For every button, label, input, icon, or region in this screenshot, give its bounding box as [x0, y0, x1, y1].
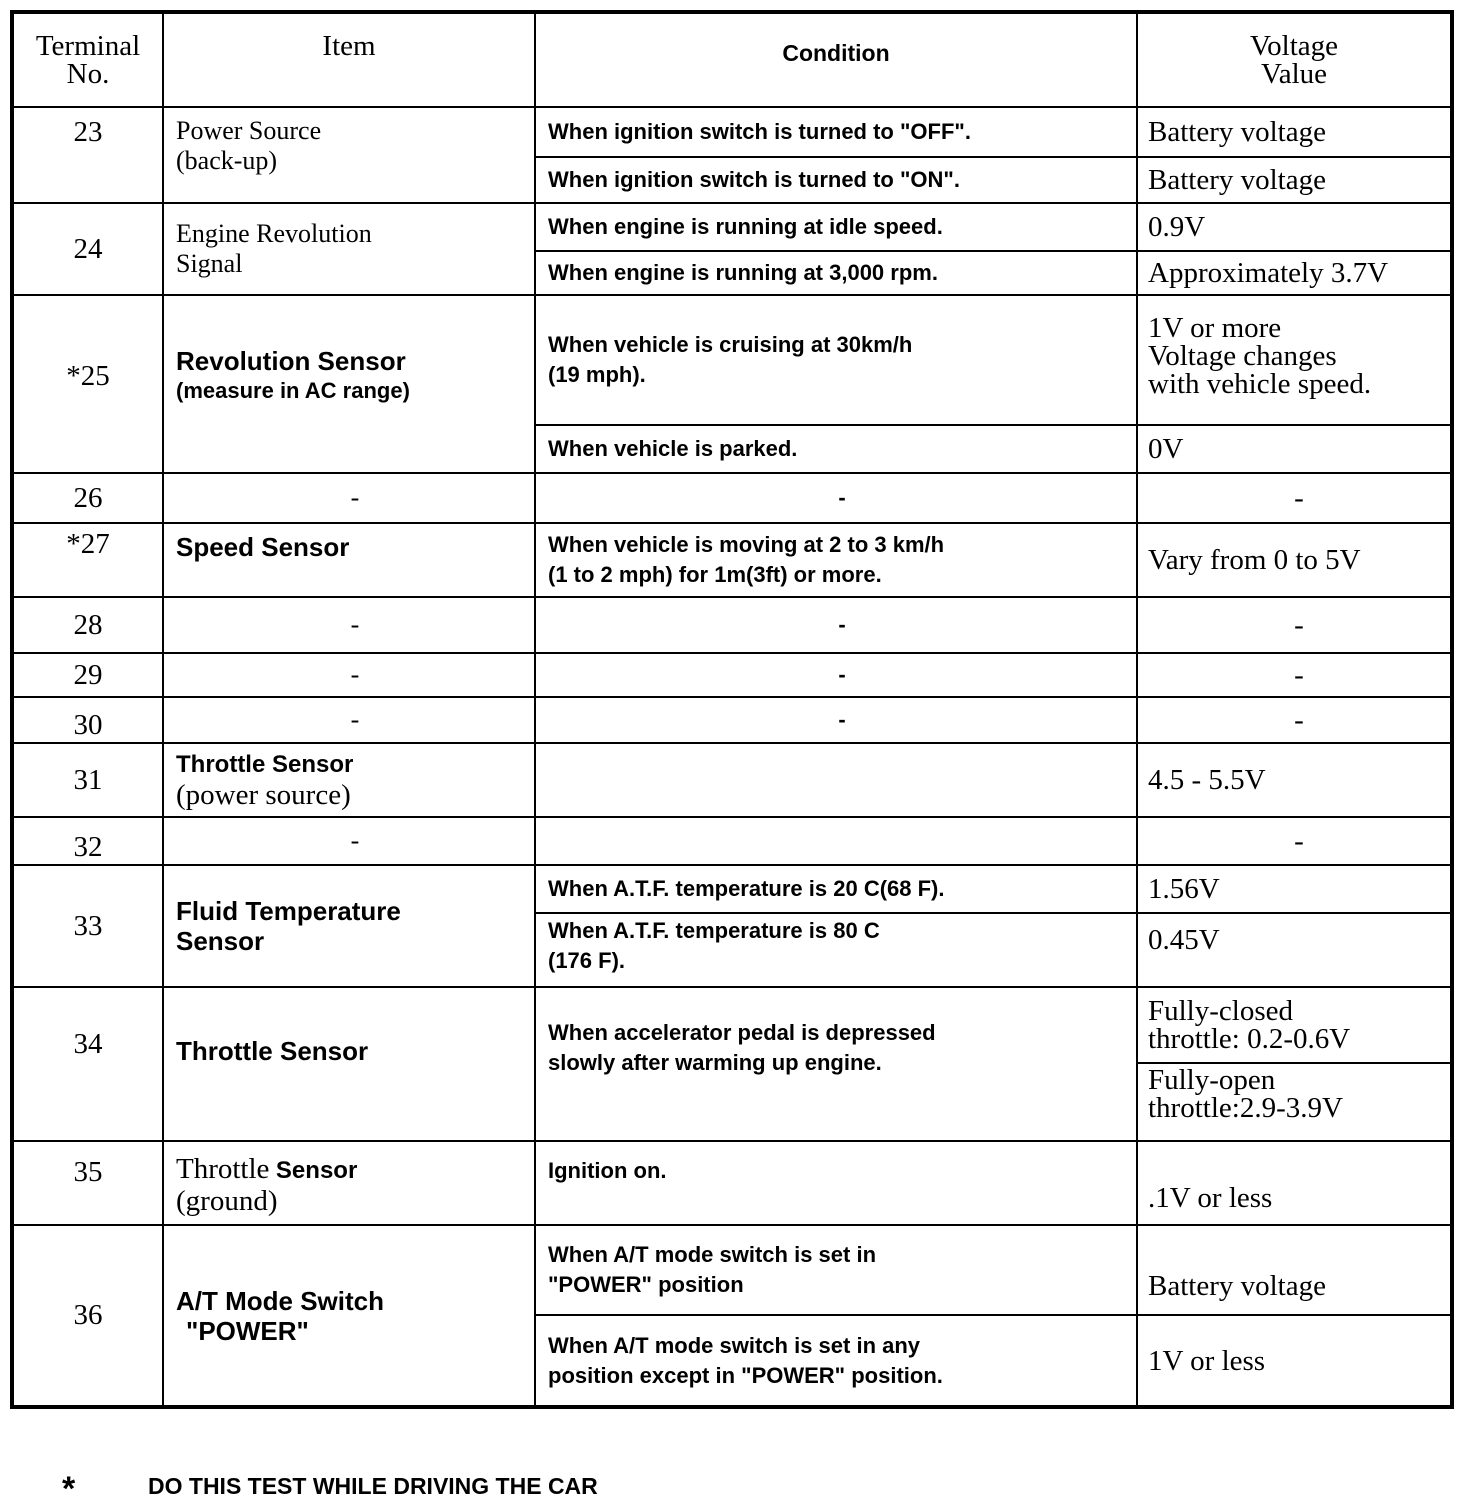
- table-row: [12, 697, 1452, 743]
- condition-cell: [535, 987, 1137, 1141]
- item-line: (ground): [176, 1185, 278, 1217]
- voltage-line: 1V or more: [1148, 312, 1282, 344]
- item-cell: [163, 1225, 535, 1407]
- item-cell: -: [163, 697, 535, 743]
- condition-cell: -: [535, 473, 1137, 523]
- header-item: Item: [163, 12, 535, 107]
- condition-cell: When engine is running at idle speed.: [535, 203, 1137, 251]
- terminal-number: 36: [12, 1225, 163, 1407]
- condition-line: slowly after warming up engine.: [548, 1050, 882, 1075]
- terminal-number: 31: [12, 743, 163, 817]
- voltage-line: throttle: 0.2-0.6V: [1148, 1023, 1351, 1055]
- voltage-cell: 1V or less: [1137, 1315, 1452, 1407]
- voltage-cell: 1.56V: [1137, 865, 1452, 913]
- header-terminal-line1: Terminal: [35, 30, 141, 62]
- voltage-cell: Approximately 3.7V: [1137, 251, 1452, 295]
- item-line: (measure in AC range): [176, 378, 410, 403]
- footnote: [62, 1470, 598, 1509]
- table-row: [12, 865, 1452, 913]
- voltage-cell: Battery voltage: [1137, 107, 1452, 157]
- item-line: Revolution Sensor: [176, 346, 406, 376]
- condition-line: (19 mph).: [548, 362, 646, 387]
- condition-cell: [535, 743, 1137, 817]
- condition-cell: -: [535, 597, 1137, 653]
- item-line: A/T Mode Switch: [176, 1285, 384, 1316]
- condition-cell: When ignition switch is turned to "ON".: [535, 157, 1137, 203]
- table-row: [12, 653, 1452, 697]
- item-line: Throttle Sensor: [176, 751, 354, 778]
- header-terminal-line2: No.: [66, 58, 110, 90]
- condition-cell: When vehicle is parked.: [535, 425, 1137, 473]
- item-cell: -: [163, 597, 535, 653]
- item-line: Engine Revolution: [176, 219, 372, 248]
- voltage-line: Fully-closed: [1148, 995, 1293, 1027]
- item-cell: [163, 743, 535, 817]
- voltage-cell: -: [1137, 817, 1452, 865]
- terminal-number: 34: [12, 987, 163, 1141]
- voltage-cell: -: [1137, 473, 1452, 523]
- table-row: [12, 817, 1452, 865]
- condition-line: When A/T mode switch is set in any: [548, 1332, 921, 1358]
- table-row: [12, 523, 1452, 597]
- item-cell: [163, 865, 535, 987]
- condition-line: "POWER" position: [548, 1272, 744, 1297]
- condition-line: position except in "POWER" position.: [548, 1362, 943, 1388]
- voltage-cell: [1137, 295, 1452, 425]
- terminal-number: 28: [12, 597, 163, 653]
- voltage-cell: Battery voltage: [1137, 157, 1452, 203]
- item-cell: -: [163, 473, 535, 523]
- item-cell: -: [163, 817, 535, 865]
- table-row: [12, 295, 1452, 425]
- item-line: "POWER": [186, 1315, 309, 1346]
- condition-cell: [535, 817, 1137, 865]
- header-condition: Condition: [535, 12, 1137, 107]
- condition-cell: Ignition on.: [535, 1141, 1137, 1225]
- terminal-number: *27: [12, 523, 163, 597]
- voltage-cell: Vary from 0 to 5V: [1137, 523, 1452, 597]
- terminal-voltage-document: [10, 10, 1450, 1409]
- terminal-voltage-table: [10, 10, 1454, 1409]
- voltage-line: Voltage changes: [1148, 340, 1337, 372]
- terminal-number: 32: [12, 817, 163, 865]
- item-line: Sensor: [176, 926, 265, 956]
- condition-cell: [535, 523, 1137, 597]
- asterisk-icon: *: [62, 1470, 76, 1508]
- header-voltage-value: [1137, 12, 1452, 107]
- table-row: [12, 987, 1452, 1063]
- condition-line: (176 F).: [548, 948, 626, 973]
- item-line: Fluid Temperature: [176, 896, 401, 926]
- voltage-cell: -: [1137, 697, 1452, 743]
- condition-cell: When A.T.F. temperature is 20 C(68 F).: [535, 865, 1137, 913]
- condition-cell: [535, 1225, 1137, 1315]
- table-row: [12, 743, 1452, 817]
- header-voltage-line2: Value: [1260, 58, 1328, 90]
- item-line: (back-up): [176, 146, 278, 175]
- voltage-cell: 0V: [1137, 425, 1452, 473]
- header-row: [12, 12, 1452, 107]
- item-line: [176, 1154, 534, 1186]
- item-cell: Throttle Sensor: [163, 987, 535, 1141]
- condition-cell: [535, 295, 1137, 425]
- item-line: Power Source: [176, 116, 322, 145]
- item-cell: [163, 1141, 535, 1225]
- item-cell: -: [163, 653, 535, 697]
- item-part: Throttle: [176, 1153, 270, 1185]
- voltage-cell: .1V or less: [1137, 1141, 1452, 1225]
- terminal-number: 23: [12, 107, 163, 203]
- voltage-line: throttle:2.9-3.9V: [1148, 1092, 1343, 1124]
- terminal-number: 24: [12, 203, 163, 295]
- voltage-cell: -: [1137, 597, 1452, 653]
- condition-line: When vehicle is cruising at 30km/h: [548, 332, 913, 357]
- table-row: [12, 203, 1452, 251]
- item-cell: [163, 295, 535, 473]
- footnote-text: DO THIS TEST WHILE DRIVING THE CAR: [148, 1473, 598, 1499]
- table-row: [12, 1225, 1452, 1315]
- condition-line: When accelerator pedal is depressed: [548, 1020, 936, 1045]
- terminal-number: 30: [12, 697, 163, 743]
- voltage-cell: 4.5 - 5.5V: [1137, 743, 1452, 817]
- condition-line: (1 to 2 mph) for 1m(3ft) or more.: [548, 562, 882, 587]
- voltage-cell: Battery voltage: [1137, 1225, 1452, 1315]
- voltage-cell: [1137, 987, 1452, 1063]
- item-line: Signal: [176, 249, 243, 278]
- item-cell: [163, 203, 535, 295]
- item-cell: Speed Sensor: [163, 523, 535, 597]
- voltage-line: with vehicle speed.: [1148, 368, 1372, 400]
- voltage-cell: [1137, 1063, 1452, 1141]
- table-row: [12, 597, 1452, 653]
- table-row: [12, 473, 1452, 523]
- condition-cell: When ignition switch is turned to "OFF".: [535, 107, 1137, 157]
- condition-line: When A.T.F. temperature is 80 C: [548, 918, 880, 943]
- voltage-cell: -: [1137, 653, 1452, 697]
- voltage-cell: 0.9V: [1137, 203, 1452, 251]
- condition-cell: When engine is running at 3,000 rpm.: [535, 251, 1137, 295]
- voltage-cell: 0.45V: [1137, 913, 1452, 987]
- terminal-number: 29: [12, 653, 163, 697]
- item-line: (power source): [176, 779, 351, 811]
- terminal-number: 35: [12, 1141, 163, 1225]
- condition-cell: [535, 913, 1137, 987]
- condition-cell: [535, 1315, 1137, 1407]
- condition-cell: -: [535, 653, 1137, 697]
- terminal-number: 33: [12, 865, 163, 987]
- item-part: Sensor: [275, 1157, 358, 1184]
- terminal-number: *25: [12, 295, 163, 473]
- condition-line: When vehicle is moving at 2 to 3 km/h: [548, 532, 945, 557]
- header-voltage-line1: Voltage: [1249, 30, 1339, 62]
- condition-cell: -: [535, 697, 1137, 743]
- table-row: [12, 107, 1452, 157]
- voltage-line: Fully-open: [1148, 1064, 1276, 1096]
- table-row: [12, 1141, 1452, 1225]
- condition-line: When A/T mode switch is set in: [548, 1242, 877, 1267]
- header-terminal-no: [12, 12, 163, 107]
- terminal-number: 26: [12, 473, 163, 523]
- item-cell: [163, 107, 535, 203]
